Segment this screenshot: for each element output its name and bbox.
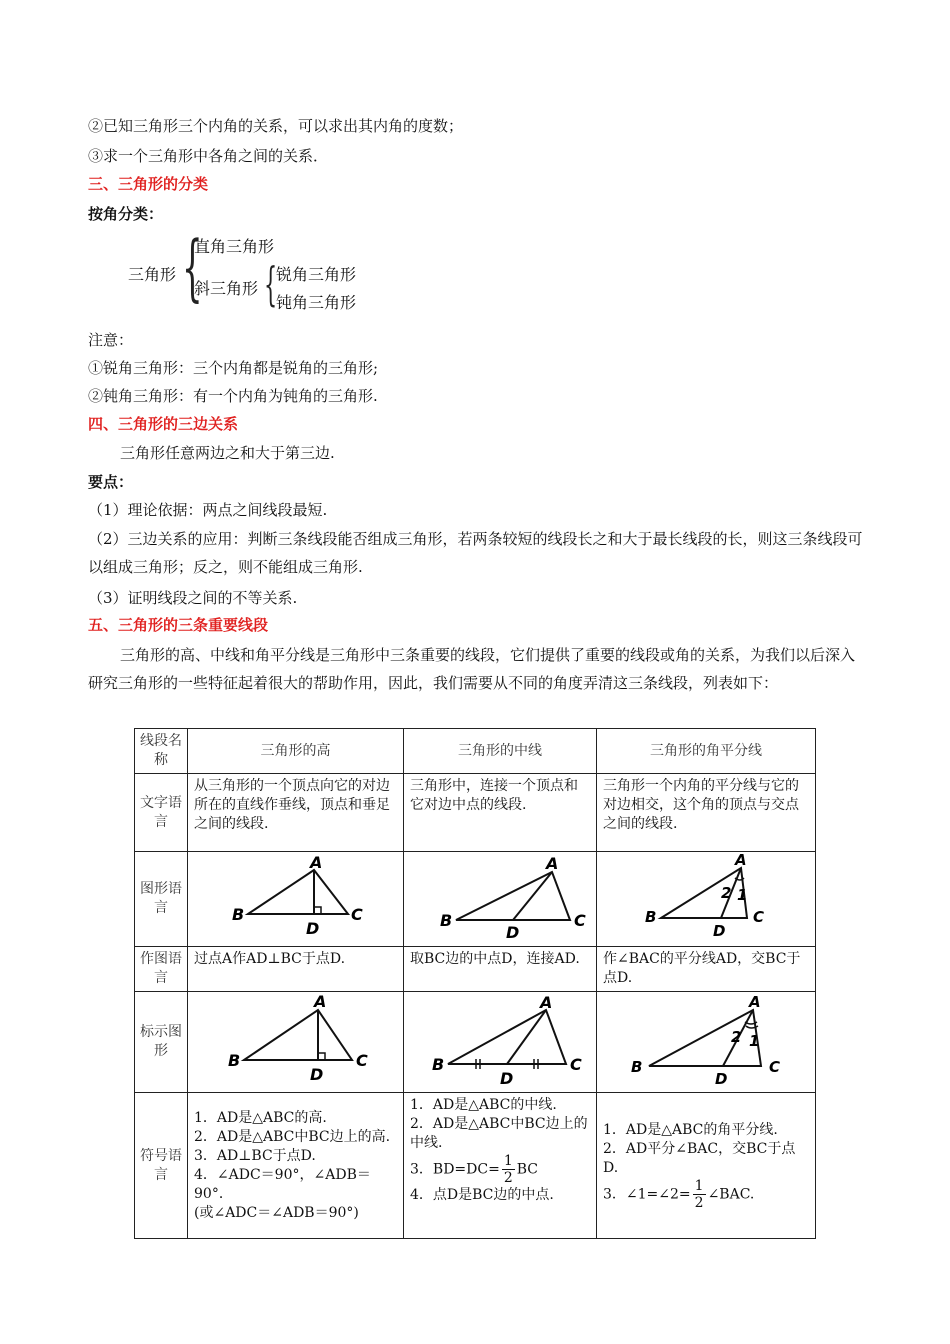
brace-icon: { xyxy=(182,225,203,309)
tree-root: 三角形 xyxy=(128,265,177,284)
table-cell xyxy=(404,852,597,947)
symbol-line: 2．AD是△ABC中BC边上的高. xyxy=(194,1128,391,1145)
symbol-line xyxy=(410,1153,590,1186)
symbol-line: 1．AD是△ABC的高. xyxy=(194,1109,327,1126)
subheading: 按角分类： xyxy=(88,205,164,223)
tree-obtuse: 钝角三角形 xyxy=(276,293,357,312)
text-line: 注意： xyxy=(88,331,134,349)
classification-tree xyxy=(120,225,420,320)
symbol-line: (或∠ADC＝∠ADB＝90°) xyxy=(194,1204,359,1221)
table-cell: 三角形一个内角的平分线与它的对边相交，这个角的顶点与交点之间的线段. xyxy=(597,774,816,852)
table-cell: 从三角形的一个顶点向它的对边所在的直线作垂线，顶点和垂足之间的线段. xyxy=(188,774,404,852)
label-c: C xyxy=(574,911,586,930)
table-cell: 作∠BAC的平分线AD，交BC于点D. xyxy=(597,947,816,992)
fraction xyxy=(693,1178,706,1211)
label-c: C xyxy=(355,1051,368,1070)
altitude-mark-figure xyxy=(196,992,396,1086)
symbol-line: 4．∠ADC＝90°，∠ADB＝90°． xyxy=(194,1166,371,1202)
fraction-denominator: 2 xyxy=(694,1194,704,1211)
label-c: C xyxy=(753,908,765,926)
row-label: 文字语言 xyxy=(135,774,188,852)
label-d: D xyxy=(713,922,726,940)
row-label: 标示图形 xyxy=(135,992,188,1093)
median-mark-figure xyxy=(410,992,590,1086)
label-b: B xyxy=(440,911,453,930)
angle-1: 1 xyxy=(737,886,748,904)
bisector-figure xyxy=(603,852,809,940)
symbol-text: ∠BAC. xyxy=(707,1186,755,1202)
label-d: D xyxy=(500,1069,514,1086)
table-row xyxy=(135,992,816,1093)
label-b: B xyxy=(432,1055,445,1074)
symbol-text: 3．∠1=∠2= xyxy=(603,1186,691,1202)
label-a: A xyxy=(749,993,761,1011)
table-cell: 三角形中，连接一个顶点和它对边中点的线段. xyxy=(404,774,597,852)
label-d: D xyxy=(506,923,520,940)
angle-2: 2 xyxy=(731,1028,742,1046)
label-d: D xyxy=(305,919,319,938)
tree-acute: 锐角三角形 xyxy=(276,265,357,284)
label-a: A xyxy=(309,853,322,872)
label-b: B xyxy=(231,905,244,924)
table-cell xyxy=(188,992,404,1093)
row-label: 符号语言 xyxy=(135,1093,188,1239)
table-cell: 过点A作AD⊥BC于点D. xyxy=(188,947,404,992)
symbol-line: 2．AD是△ABC中BC边上的中线. xyxy=(410,1116,588,1151)
altitude-figure xyxy=(196,852,396,940)
table-row xyxy=(135,852,816,947)
symbol-line: 4．点D是BC边的中点. xyxy=(410,1187,554,1203)
label-a: A xyxy=(546,854,559,873)
table-cell xyxy=(188,1093,404,1239)
section-heading: 四、三角形的三边关系 xyxy=(88,415,239,433)
symbol-line: 1．AD是△ABC的角平分线. xyxy=(603,1121,778,1138)
tree-oblique: 斜三角形 xyxy=(194,279,259,298)
text-line: （1）理论依据：两点之间线段最短. xyxy=(88,501,328,519)
subheading: 要点： xyxy=(88,473,134,491)
table-header-cell: 三角形的中线 xyxy=(404,729,597,774)
median-figure xyxy=(410,852,590,940)
symbol-line: 1．AD是△ABC的中线. xyxy=(410,1097,557,1113)
table-cell xyxy=(597,992,816,1093)
table-header-cell: 三角形的角平分线 xyxy=(597,729,816,774)
label-b: B xyxy=(645,908,657,926)
label-a: A xyxy=(735,852,747,869)
symbol-line: 3．AD⊥BC于点D. xyxy=(194,1147,316,1164)
table-cell xyxy=(597,1093,816,1239)
label-c: C xyxy=(350,905,363,924)
table-row xyxy=(135,1093,816,1239)
text-line: ②钝角三角形：有一个内角为钝角的三角形. xyxy=(88,387,378,405)
symbol-line: 2．AD平分∠BAC，交BC于点D. xyxy=(603,1140,796,1176)
table-cell xyxy=(404,1093,597,1239)
angle-1: 1 xyxy=(749,1032,760,1050)
label-d: D xyxy=(309,1065,323,1084)
label-d: D xyxy=(715,1070,728,1086)
table-row xyxy=(135,774,816,852)
tree-right: 直角三角形 xyxy=(194,237,275,256)
label-b: B xyxy=(631,1058,643,1076)
table-cell xyxy=(597,852,816,947)
label-b: B xyxy=(227,1051,240,1070)
section-heading: 三、三角形的分类 xyxy=(88,175,209,193)
text-paragraph: （2）三边关系的应用：判断三条线段能否组成三角形，若两条较短的线段长之和大于最长线段的长，则这三条线段可以组成三角形；反之，则不能组成三角形. xyxy=(88,530,863,576)
fraction-numerator: 1 xyxy=(503,1153,513,1169)
angle-2: 2 xyxy=(721,884,732,902)
symbol-text: BC xyxy=(516,1161,539,1178)
label-c: C xyxy=(570,1055,582,1074)
fraction xyxy=(502,1153,515,1186)
label-a: A xyxy=(313,992,326,1011)
text-paragraph: 三角形的高、中线和角平分线是三角形中三条重要的线段，它们提供了重要的线段或角的关系，为我们以后深入研究三角形的一些特征起着很大的帮助作用，因此，我们需要从不同的角度弄清这三条线段，列表如下： xyxy=(88,646,856,692)
table-cell xyxy=(404,992,597,1093)
segments-table xyxy=(134,728,816,1239)
text-line: 三角形任意两边之和大于第三边. xyxy=(120,444,335,462)
fraction-denominator: 2 xyxy=(503,1170,513,1186)
table-header-row xyxy=(135,729,816,774)
symbol-line xyxy=(603,1178,809,1211)
text-line: ①锐角三角形：三个内角都是锐角的三角形; xyxy=(88,359,379,377)
text-line: ③求一个三角形中各角之间的关系． xyxy=(88,147,329,165)
bisector-mark-figure xyxy=(603,992,809,1086)
row-label: 图形语言 xyxy=(135,852,188,947)
table-cell xyxy=(188,852,404,947)
text-line: （3）证明线段之间的不等关系. xyxy=(88,589,298,607)
section-heading: 五、三角形的三条重要线段 xyxy=(88,616,269,634)
brace-icon: { xyxy=(264,257,278,311)
symbol-text: 3．BD=DC= xyxy=(410,1161,500,1178)
table-header-cell: 线段名称 xyxy=(135,729,188,774)
text-line: ②已知三角形三个内角的关系，可以求出其内角的度数； xyxy=(88,117,464,135)
fraction-numerator: 1 xyxy=(694,1177,704,1194)
label-c: C xyxy=(769,1058,781,1076)
label-a: A xyxy=(540,993,553,1012)
table-header-cell: 三角形的高 xyxy=(188,729,404,774)
table-row xyxy=(135,947,816,992)
row-label: 作图语言 xyxy=(135,947,188,992)
table-cell: 取BC边的中点D，连接AD. xyxy=(404,947,597,992)
